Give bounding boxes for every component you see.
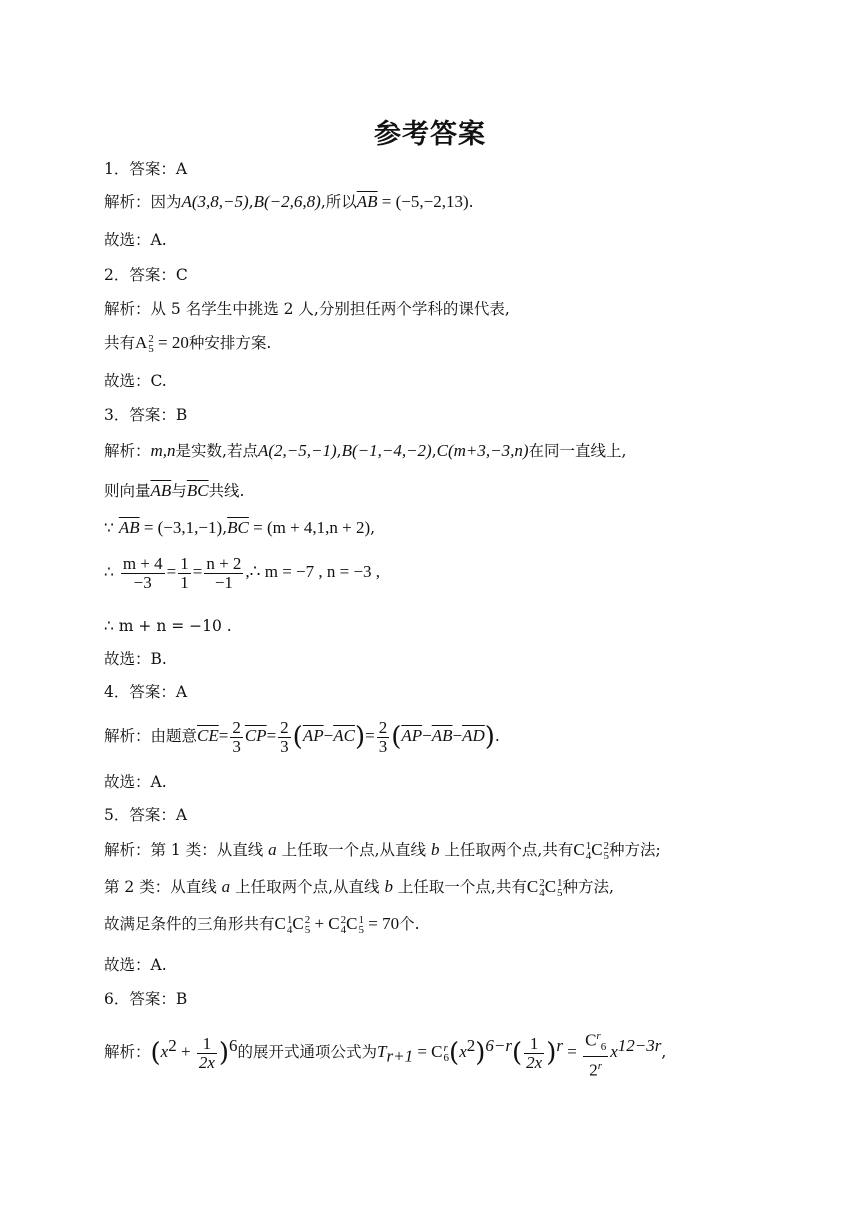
q3-result: ∴ m + n = −10 . [104, 617, 232, 635]
point-b: B(−2,6,8) [253, 192, 321, 211]
q1-choose: 故选：A. [104, 231, 167, 249]
q4-analysis: 解析：由题意$\overline{CE}=$ $\frac{2}{3}$ $\overline{CP}=$ $\frac{2}{3}$ $(\overline{AP}-\overline{AC})=$ $\frac{2}{3}$ $(\overline{AP}-\overline{AB}-\overline{AD})$. [104, 717, 500, 756]
q3-ratio: ∴ $\frac{m + 4}{-3}$ = $\frac{1}{1}$ = $\frac{n + 2}{-1}$ ,∴ m = −7 , n = −3 , [104, 553, 381, 592]
q5-case2: 第 2 类：从直线 a 上任取两个点,从直线 b 上任取一个点,共有C 2 4 C 1 5 种方法, [104, 877, 614, 900]
point-a: A(3,8,−5) [181, 192, 249, 211]
q2-arrangement: 共有A 2 5 = 20种安排方案. [104, 333, 272, 356]
permutation-formula: A 2 5 = 20 [135, 333, 189, 356]
q1-answer: 1．答案：A [104, 160, 188, 178]
q3-vectors: ∵ $\overline{AB} = (-3,1,-1),\overline{BC} = (m + 4,1,n + 2)$, [104, 518, 376, 537]
q6-analysis: 解析：($x^2$ + $\frac{1}{2x}$ )$^6$的展开式通项公式为$T_{r+1} = C$ r 6 $(x^2)^{6-r}$( $\frac{1}{2x}$ )$^r$ = $\frac{C^r_6}{2^r}$ $x^{12-3r}$, [104, 1024, 666, 1080]
q5-choose: 故选：A. [104, 956, 167, 974]
q5-total: 故满足条件的三角形共有C 1 4 C 2 5 + C 2 4 C 1 5 = 70个. [104, 914, 420, 937]
q5-case1: 解析：第 1 类：从直线 a 上任取一个点,从直线 b 上任取两个点,共有C 1 4 C 2 5 种方法; [104, 840, 661, 863]
q3-analysis: 解析：m,n是实数,若点A(2,−5,−1),B(−1,−4,−2),C(m+3,−3,n)在同一直线上, [104, 441, 627, 460]
q2-choose: 故选：C. [104, 372, 167, 390]
q3-answer: 3．答案：B [104, 406, 188, 424]
q3-collinear: 则向量$\overline{AB}$与$\overline{BC}$共线. [104, 481, 245, 500]
vector-ab: $\overline{AB}$ [356, 192, 378, 211]
q3-choose: 故选：B. [104, 650, 167, 668]
q5-answer: 5．答案：A [104, 806, 188, 824]
q2-analysis: 解析：从 5 名学生中挑选 2 人,分别担任两个学科的课代表, [104, 300, 510, 318]
q6-answer: 6．答案：B [104, 990, 188, 1008]
q4-choose: 故选：A. [104, 773, 167, 791]
page-title: 参考答案 [374, 119, 486, 150]
q1-analysis: 解析：因为A(3,8,−5),B(−2,6,8),所以$\overline{AB} = (-5,-2,13)$. [104, 192, 474, 211]
q2-answer: 2．答案：C [104, 266, 188, 284]
q4-answer: 4．答案：A [104, 683, 188, 701]
